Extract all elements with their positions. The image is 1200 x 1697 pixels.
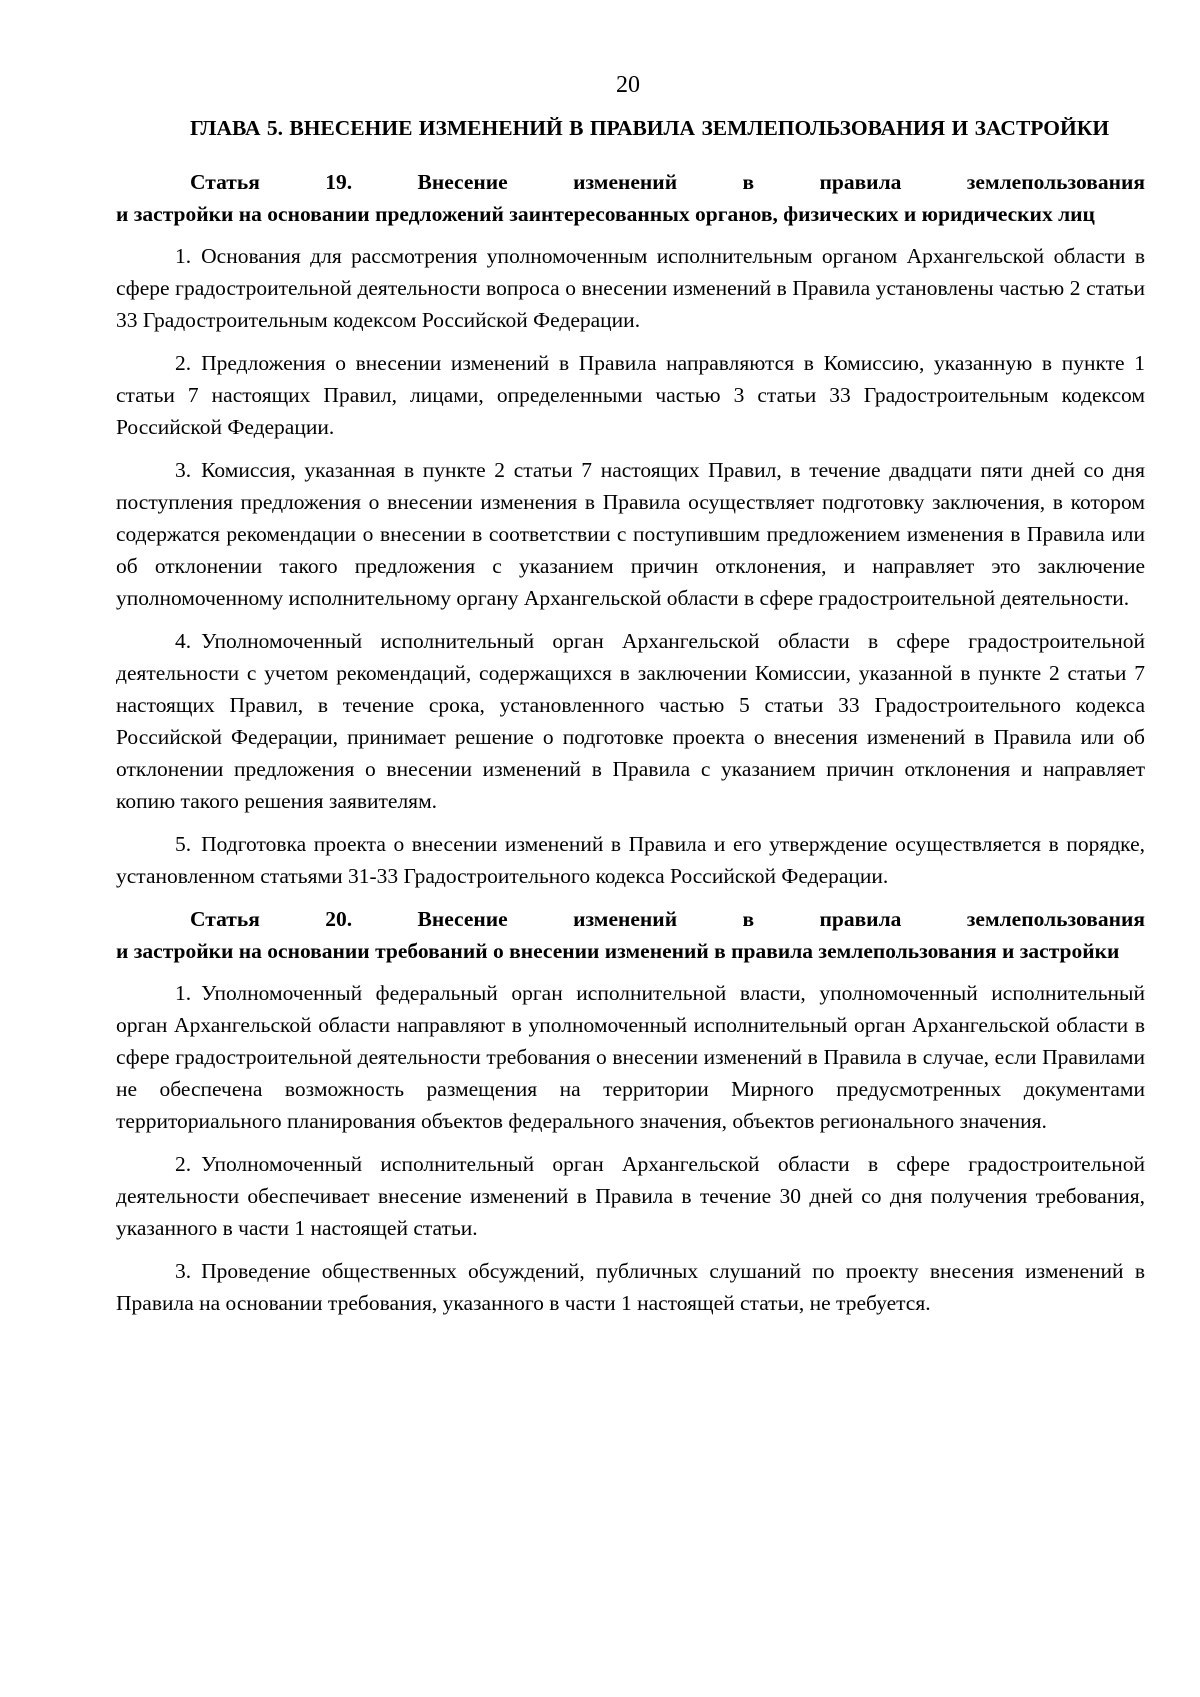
article-19-paragraph-4 [116, 625, 1145, 817]
article-20-heading-line1: Статья 20. Внесение изменений в правила землепользования [190, 907, 1145, 931]
article-20-heading [116, 903, 1145, 967]
paragraph-text: Уполномоченный исполнительный орган Архангельской области в сфере градостроительной деятельности обеспечивает внесение изменений в Правила в течение 30 дней со дня получения требования, указанного в части 1 настоящей статьи. [116, 1152, 1145, 1240]
page-number: 20 [616, 72, 640, 98]
article-20-heading-rest: и застройки на основании требований о внесении изменений в правила землепользования и застройки [116, 939, 1120, 963]
paragraph-text: Подготовка проекта о внесении изменений в Правила и его утверждение осуществляется в порядке, установленном статьями 31-33 Градостроительного кодекса Российской Федерации. [116, 832, 1145, 888]
article-20-paragraph-1 [116, 977, 1145, 1137]
article-19-heading-line1: Статья 19. Внесение изменений в правила землепользования [190, 170, 1145, 194]
paragraph-text: Комиссия, указанная в пункте 2 статьи 7 настоящих Правил, в течение двадцати пяти дней со дня поступления предложения о внесении изменения в Правила осуществляет подготовку заключения, в котором содержатся рекомендации о внесении в соответствии с поступившим предложением изменения в Правила или об отклонении такого предложения с указанием причин отклонения, и направляет это заключение уполномоченному исполнительному органу Архангельской области в сфере градостроительной деятельности. [116, 458, 1145, 610]
paragraph-number: 3. [175, 458, 192, 482]
paragraph-text: Уполномоченный исполнительный орган Архангельской области в сфере градостроительной деятельности с учетом рекомендаций, содержащихся в заключении Комиссии, указанной в пункте 2 статьи 7 настоящих Правил, в течение срока, установленного частью 5 статьи 33 Градостроительного кодекса Российской Федерации, принимает решение о подготовке проекта о внесения изменений в Правила или об отклонении предложения о внесении изменений в Правила с указанием причин отклонения и направляет копию такого решения заявителям. [116, 629, 1145, 813]
paragraph-number: 3. [175, 1259, 192, 1283]
paragraph-text: Уполномоченный федеральный орган исполнительной власти, уполномоченный исполнительный орган Архангельской области направляют в уполномоченный исполнительный орган Архангельской области в сфере градостроительной деятельности требования о внесении изменений в Правила в случае, если Правилами не обеспечена возможность размещения на территории Мирного предусмотренных документами территориального планирования объектов федерального значения, объектов регионального значения. [116, 981, 1145, 1133]
paragraph-number: 2. [175, 1152, 192, 1176]
chapter-title: ГЛАВА 5. ВНЕСЕНИЕ ИЗМЕНЕНИЙ В ПРАВИЛА ЗЕМЛЕПОЛЬЗОВАНИЯ И ЗАСТРОЙКИ [190, 116, 1110, 140]
article-20-paragraph-3 [116, 1255, 1145, 1319]
paragraph-text: Основания для рассмотрения уполномоченным исполнительным органом Архангельской области в сфере градостроительной деятельности вопроса о внесении изменений в Правила установлены частью 2 статьи 33 Градостроительным кодексом Российской Федерации. [116, 244, 1145, 332]
article-19-paragraph-5 [116, 828, 1145, 892]
paragraph-text: Проведение общественных обсуждений, публичных слушаний по проекту внесения изменений в Правила на основании требования, указанного в части 1 настоящей статьи, не требуется. [116, 1259, 1145, 1315]
paragraph-number: 2. [175, 351, 192, 375]
article-19-paragraph-3 [116, 454, 1145, 614]
paragraph-number: 4. [175, 629, 192, 653]
article-19-heading [116, 166, 1145, 230]
article-19-paragraph-1 [116, 240, 1145, 336]
document-body [116, 112, 1145, 1330]
article-20-paragraph-2 [116, 1148, 1145, 1244]
paragraph-number: 1. [175, 981, 192, 1005]
article-19-heading-rest: и застройки на основании предложений заинтересованных органов, физических и юридических лиц [116, 202, 1095, 226]
paragraph-number: 1. [175, 244, 192, 268]
article-19-paragraph-2 [116, 347, 1145, 443]
paragraph-number: 5. [175, 832, 192, 856]
paragraph-text: Предложения о внесении изменений в Правила направляются в Комиссию, указанную в пункте 1 статьи 7 настоящих Правил, лицами, определенными частью 3 статьи 33 Градостроительным кодексом Российской Федерации. [116, 351, 1145, 439]
